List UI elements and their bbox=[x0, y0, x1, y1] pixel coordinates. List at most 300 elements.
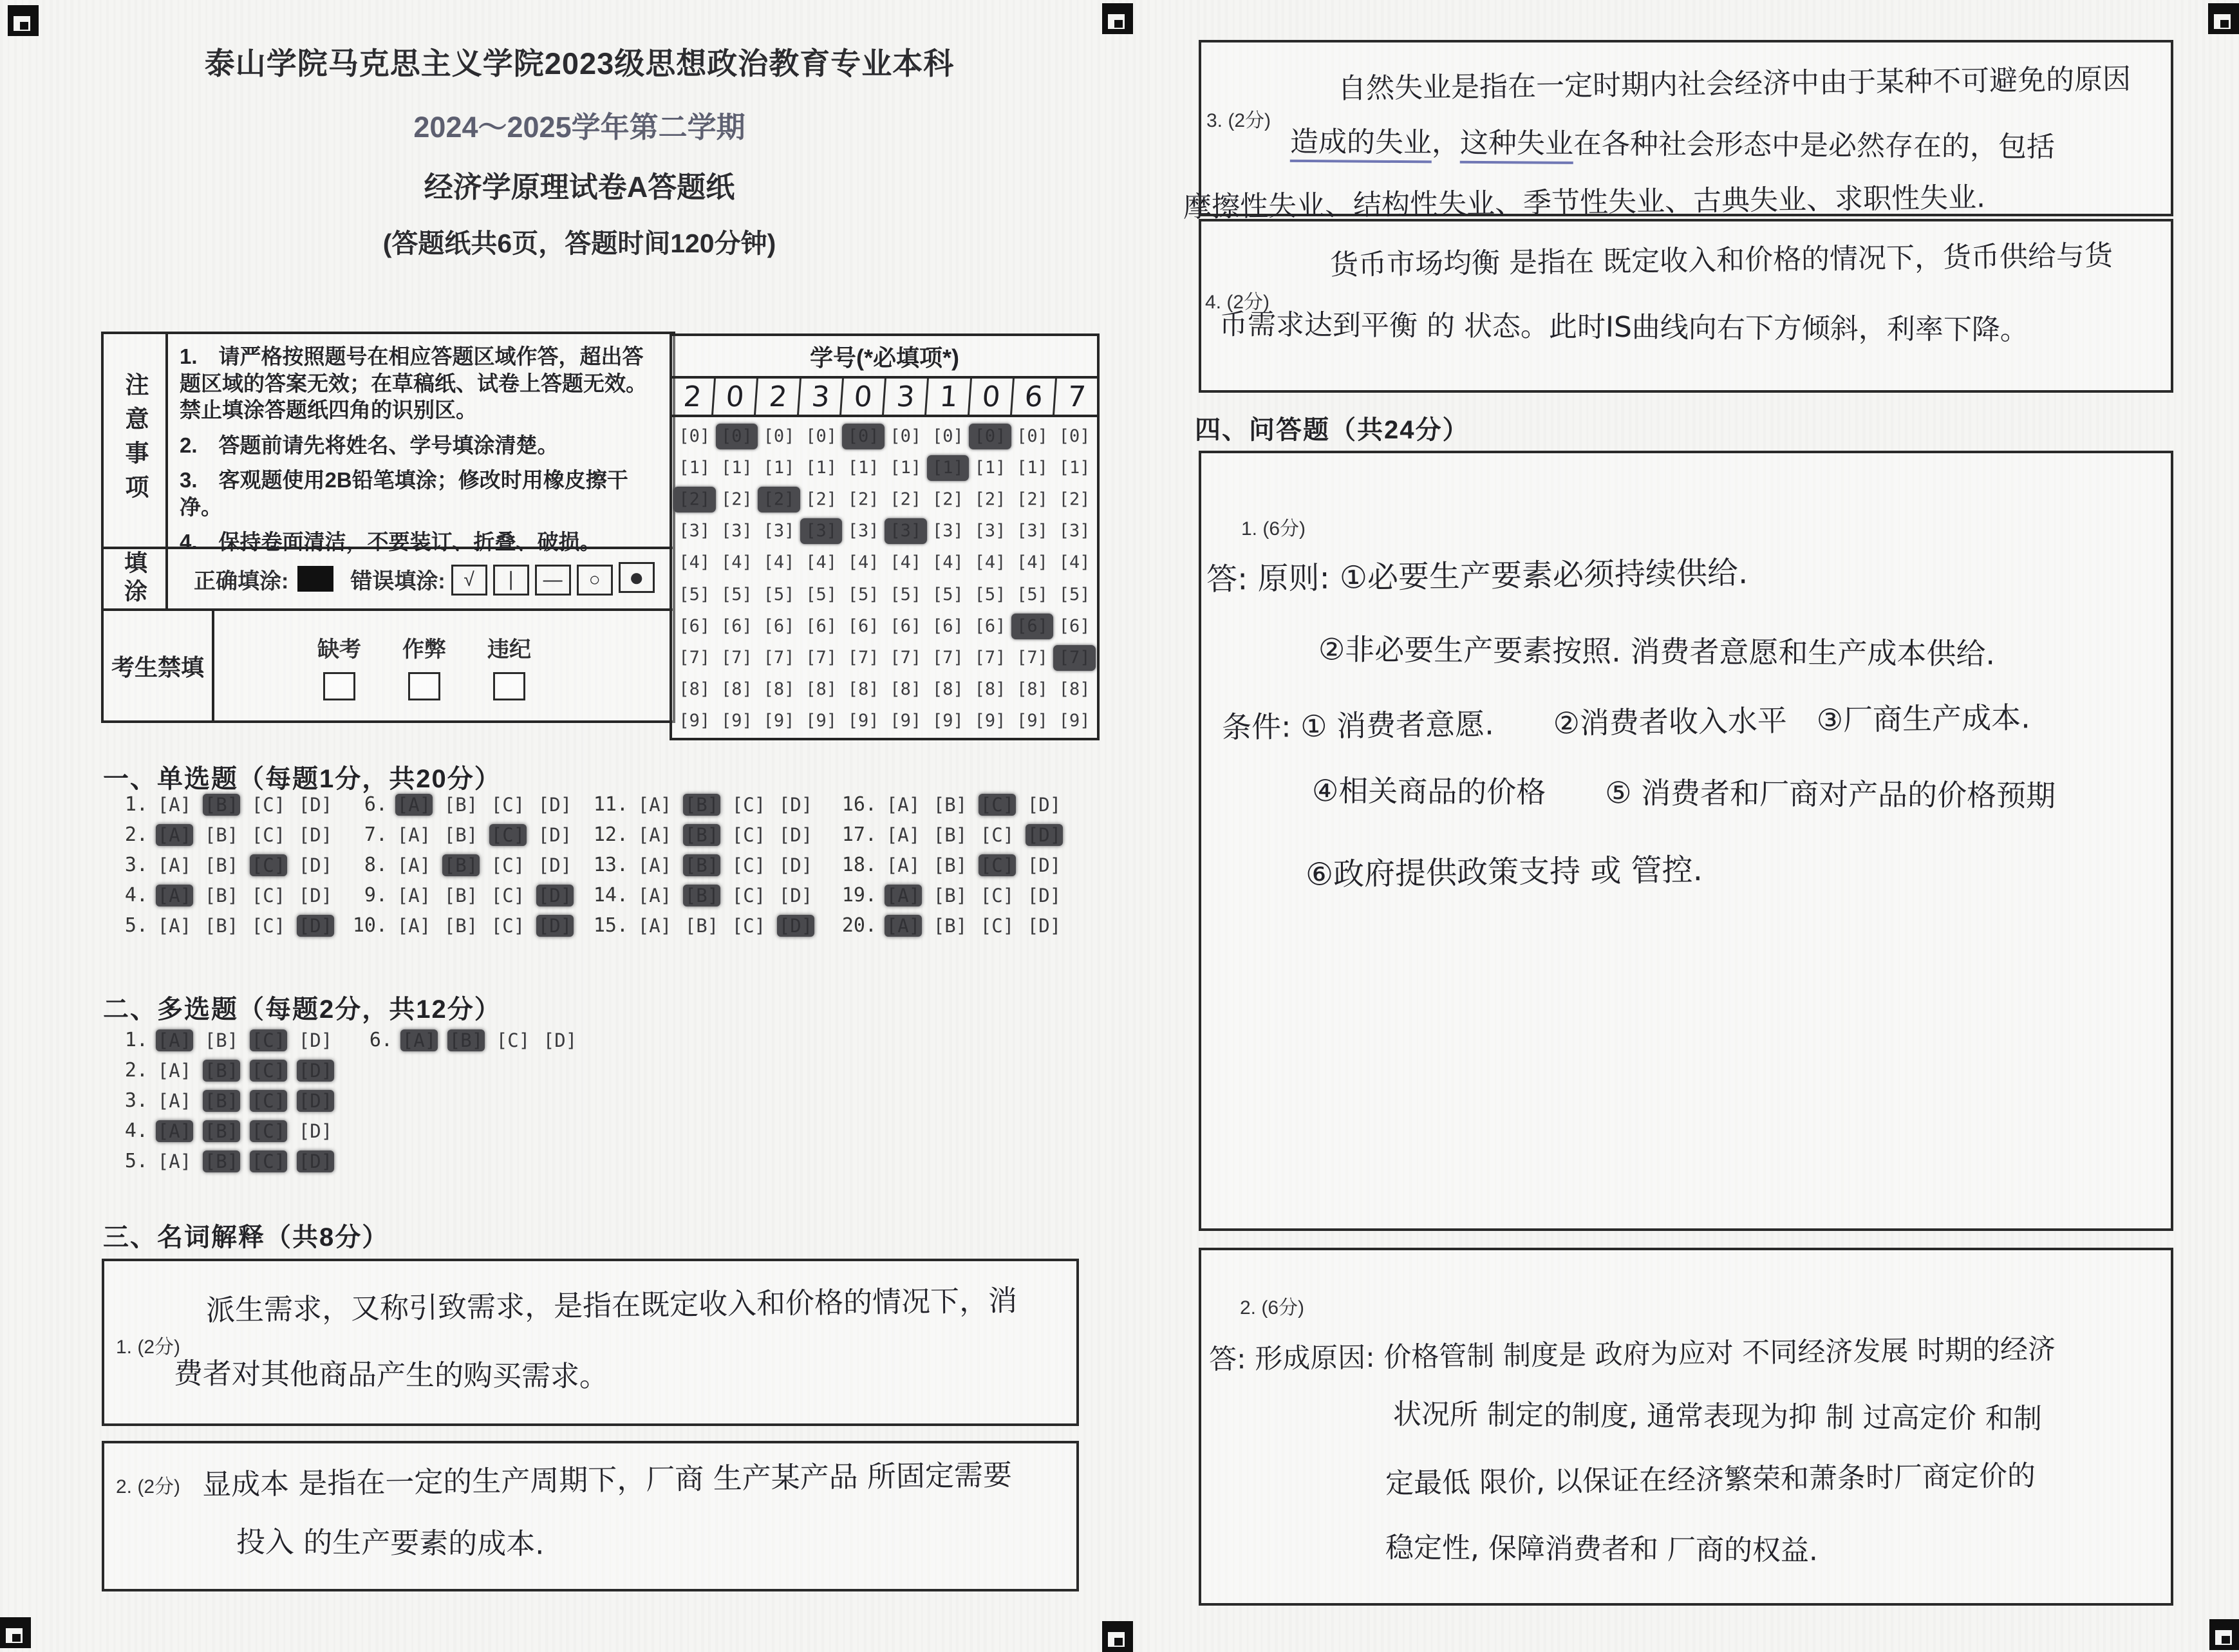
id-bubble-0: [0] bbox=[763, 426, 795, 446]
answer-bubble-q17-C: [C] bbox=[980, 823, 1015, 846]
handwritten-answer-line: 币需求达到平衡 的 状态。此时IS曲线向右下方倾斜，利率下降。 bbox=[1219, 308, 2029, 347]
id-bubble-9: [9] bbox=[763, 710, 795, 731]
question-number: 14. bbox=[593, 884, 628, 906]
answer-bubble-q6-C: [C] bbox=[496, 1029, 530, 1051]
answer-bubble-q4-C: [C] bbox=[250, 1120, 287, 1142]
handwritten-answer-line: 答: 形成原因: 价格管制 制度是 政府为应对 不同经济发展 时期的经济 bbox=[1208, 1333, 2056, 1376]
answer-bubble-q1-C: [C] bbox=[250, 1029, 287, 1051]
student-id-digit: 0 bbox=[841, 379, 886, 415]
answer-bubble-q8-C: [C] bbox=[491, 854, 525, 876]
answer-bubble-q4-A: [A] bbox=[156, 1120, 193, 1142]
student-id-digit-row bbox=[672, 379, 1097, 417]
choice-column bbox=[108, 789, 344, 941]
id-bubble-8: [8] bbox=[805, 679, 837, 699]
id-bubble-0: [0] bbox=[716, 424, 758, 449]
registration-marker-bottom-left bbox=[0, 1617, 31, 1648]
id-bubble-1: [1] bbox=[890, 458, 922, 478]
answer-bubble-q6-B: [B] bbox=[444, 793, 478, 816]
id-bubble-1: [1] bbox=[847, 458, 879, 478]
answer-bubble-q5-A: [A] bbox=[157, 1150, 192, 1172]
answer-bubble-q16-C: [C] bbox=[979, 794, 1016, 816]
id-bubble-8: [8] bbox=[932, 679, 964, 699]
student-id-box bbox=[670, 333, 1100, 740]
forbid-item bbox=[487, 632, 531, 700]
id-bubble-6: [6] bbox=[805, 615, 837, 636]
single-choice-grid bbox=[108, 789, 1087, 944]
wrong-fill-sample-glyph: — bbox=[543, 569, 563, 590]
id-bubble-9: [9] bbox=[890, 710, 922, 731]
id-bubble-6: [6] bbox=[721, 615, 753, 636]
id-bubble-5: [5] bbox=[721, 584, 753, 605]
question-number: 1. bbox=[124, 793, 148, 816]
fill-sample-bar bbox=[168, 549, 673, 608]
answer-bubble-q14-C: [C] bbox=[731, 884, 766, 906]
answer-bubble-q15-C: [C] bbox=[731, 914, 766, 937]
definition-q1-label: 1. (2分) bbox=[116, 1337, 181, 1358]
id-bubble-2: [2] bbox=[1016, 489, 1048, 510]
forbid-checkbox bbox=[408, 672, 440, 700]
id-bubble-3: [3] bbox=[679, 521, 711, 541]
choice-question-row bbox=[108, 850, 344, 880]
answer-bubble-q6-D: [D] bbox=[538, 793, 572, 816]
answer-bubble-q14-B: [B] bbox=[683, 885, 720, 906]
id-bubble-2: [2] bbox=[1058, 489, 1091, 510]
question-number: 16. bbox=[841, 793, 877, 816]
registration-marker-bottom-right bbox=[2209, 1619, 2239, 1650]
id-bubble-5: [5] bbox=[763, 584, 795, 605]
handwritten-answer-line: ⑥政府提供政策支持 或 管控. bbox=[1305, 852, 1703, 893]
answer-bubble-q4-B: [B] bbox=[203, 1120, 240, 1142]
id-bubble-6: [6] bbox=[763, 615, 795, 636]
id-bubble-2: [2] bbox=[673, 487, 716, 512]
answer-bubble-q12-D: [D] bbox=[778, 823, 813, 846]
section-heading-single-choice: 一、单选题（每题1分，共20分） bbox=[103, 765, 501, 793]
answer-bubble-q20-D: [D] bbox=[1027, 914, 1062, 937]
answer-bubble-q18-B: [B] bbox=[933, 854, 968, 876]
exam-title: 泰山学院马克思主义学院2023级思想政治教育专业本科 bbox=[204, 46, 955, 80]
id-bubble-5: [5] bbox=[974, 584, 1006, 605]
student-id-digit: 0 bbox=[713, 379, 758, 415]
question-number: 6. bbox=[369, 1029, 393, 1051]
id-bubble-6: [6] bbox=[1011, 614, 1054, 639]
wrong-fill-samples bbox=[445, 562, 655, 596]
student-id-bubble-row bbox=[673, 487, 1096, 512]
id-bubble-6: [6] bbox=[974, 615, 1006, 636]
id-bubble-8: [8] bbox=[763, 679, 795, 699]
answer-bubble-q2-B: [B] bbox=[203, 1060, 240, 1082]
id-bubble-8: [8] bbox=[847, 679, 879, 699]
id-bubble-7: [7] bbox=[1053, 645, 1096, 671]
registration-marker-top-left bbox=[8, 5, 39, 36]
student-id-digit: 7 bbox=[1066, 380, 1087, 413]
student-id-bubble-row bbox=[673, 455, 1096, 481]
id-bubble-2: [2] bbox=[974, 489, 1006, 510]
id-bubble-4: [4] bbox=[847, 552, 879, 573]
id-bubble-4: [4] bbox=[805, 552, 837, 573]
answer-bubble-q6-D: [D] bbox=[543, 1029, 577, 1051]
forbid-item-label: 违纪 bbox=[487, 637, 531, 662]
answer-bubble-q17-D: [D] bbox=[1026, 824, 1063, 846]
wrong-fill-sample-glyph: √ bbox=[464, 569, 474, 590]
forbid-item bbox=[317, 632, 361, 700]
student-id-bubble-row bbox=[673, 645, 1096, 671]
answer-bubble-q14-A: [A] bbox=[637, 884, 672, 906]
choice-question-row bbox=[348, 910, 583, 941]
id-bubble-5: [5] bbox=[805, 584, 837, 605]
id-bubble-9: [9] bbox=[974, 710, 1006, 731]
handwritten-answer-line bbox=[1290, 118, 2055, 165]
choice-question-row bbox=[348, 880, 583, 910]
underlined-phrase: 这种失业 bbox=[1460, 127, 1573, 164]
id-bubble-1: [1] bbox=[1016, 458, 1048, 478]
question-number: 13. bbox=[593, 854, 628, 876]
choice-question-row bbox=[108, 1055, 344, 1085]
wrong-fill-sample-box bbox=[451, 565, 487, 596]
id-bubble-1: [1] bbox=[679, 458, 711, 478]
answer-bubble-q13-C: [C] bbox=[731, 854, 766, 876]
notice-item-1: 1. 请严格按照题号在相应答题区域作答，超出答题区域的答案无效；在草稿纸、试卷上答题无效。禁止填涂答题纸四角的识别区。 bbox=[180, 344, 647, 422]
answer-bubble-q1-D: [D] bbox=[298, 1029, 333, 1051]
examinee-forbidden-area bbox=[214, 611, 673, 720]
student-id-digit: 3 bbox=[799, 379, 844, 415]
handwritten-answer-line: 显成本 是指在一定的生产周期下，厂商 生产某产品 所固定需要 bbox=[201, 1458, 1013, 1502]
handwritten-answer-line: 答: 原则: ①必要生产要素必须持续供给. bbox=[1206, 554, 1748, 598]
answer-bubble-q13-A: [A] bbox=[637, 854, 672, 876]
answer-bubble-q4-D: [D] bbox=[298, 884, 333, 906]
question-number: 18. bbox=[841, 854, 877, 876]
id-bubble-4: [4] bbox=[1058, 552, 1091, 573]
answer-bubble-q3-B: [B] bbox=[204, 854, 239, 876]
answer-bubble-q5-C: [C] bbox=[251, 914, 286, 937]
answer-bubble-q5-B: [B] bbox=[203, 1150, 240, 1172]
id-bubble-1: [1] bbox=[763, 458, 795, 478]
choice-question-row bbox=[108, 1085, 344, 1116]
choice-question-row bbox=[108, 1116, 344, 1146]
question-number: 12. bbox=[593, 823, 628, 846]
choice-question-row bbox=[108, 820, 344, 850]
choice-column bbox=[837, 789, 1073, 941]
answer-bubble-q5-C: [C] bbox=[250, 1150, 287, 1172]
id-bubble-7: [7] bbox=[679, 647, 711, 668]
question-number: 19. bbox=[841, 884, 877, 906]
id-bubble-1: [1] bbox=[721, 458, 753, 478]
definition-q2-label: 2. (2分) bbox=[116, 1476, 181, 1497]
paper-title: 经济学原理试卷A答题纸 bbox=[424, 171, 735, 203]
answer-bubble-q6-C: [C] bbox=[491, 793, 525, 816]
student-id-bubble-row bbox=[673, 424, 1096, 449]
choice-question-row bbox=[837, 910, 1073, 941]
id-bubble-3: [3] bbox=[1058, 521, 1091, 541]
answer-bubble-q3-A: [A] bbox=[157, 854, 192, 876]
answer-bubble-q18-D: [D] bbox=[1027, 854, 1062, 876]
notice-item-3: 3. 客观题使用2B铅笔填涂；修改时用橡皮擦干净。 bbox=[180, 468, 628, 519]
id-bubble-9: [9] bbox=[805, 710, 837, 731]
answer-bubble-q19-C: [C] bbox=[980, 884, 1015, 906]
wrong-fill-sample-glyph: ○ bbox=[588, 569, 601, 590]
answer-bubble-q11-D: [D] bbox=[778, 793, 813, 816]
id-bubble-3: [3] bbox=[763, 521, 795, 541]
choice-question-row bbox=[348, 789, 583, 820]
page-header bbox=[45, 40, 1114, 260]
id-bubble-9: [9] bbox=[1058, 710, 1091, 731]
id-bubble-1: [1] bbox=[1058, 458, 1091, 478]
choice-question-row bbox=[588, 850, 824, 880]
id-bubble-2: [2] bbox=[890, 489, 922, 510]
forbid-item-label: 作弊 bbox=[402, 637, 446, 662]
answer-bubble-q10-C: [C] bbox=[491, 914, 525, 937]
answer-bubble-q19-D: [D] bbox=[1027, 884, 1062, 906]
forbid-item bbox=[402, 632, 446, 700]
answer-bubble-q11-C: [C] bbox=[731, 793, 766, 816]
wrong-fill-sample-box: ● bbox=[619, 562, 655, 593]
student-id-digit: 3 bbox=[885, 379, 930, 415]
answer-bubble-q7-A: [A] bbox=[397, 823, 431, 846]
section-heading-essay: 四、问答题（共24分） bbox=[1195, 416, 1470, 444]
choice-question-row bbox=[837, 880, 1073, 910]
student-id-bubble-row bbox=[673, 614, 1096, 639]
id-bubble-6: [6] bbox=[679, 615, 711, 636]
answer-bubble-q3-C: [C] bbox=[250, 854, 287, 876]
student-id-bubble-row bbox=[673, 677, 1096, 702]
id-bubble-4: [4] bbox=[721, 552, 753, 573]
answer-bubble-q4-B: [B] bbox=[204, 884, 239, 906]
id-bubble-3: [3] bbox=[800, 518, 843, 544]
question-number: 20. bbox=[841, 914, 877, 937]
answer-bubble-q3-A: [A] bbox=[157, 1089, 192, 1112]
correct-fill-label: 正确填涂: bbox=[194, 568, 289, 594]
id-bubble-4: [4] bbox=[1016, 552, 1048, 573]
id-bubble-5: [5] bbox=[1016, 584, 1048, 605]
answer-bubble-q16-B: [B] bbox=[933, 793, 968, 816]
forbid-item-label: 缺考 bbox=[317, 637, 361, 662]
definition-q3-label: 3. (2分) bbox=[1206, 110, 1271, 131]
id-bubble-0: [0] bbox=[969, 424, 1011, 449]
student-id-bubble-row bbox=[673, 708, 1096, 734]
choice-question-row bbox=[837, 820, 1073, 850]
id-bubble-9: [9] bbox=[679, 710, 711, 731]
id-bubble-4: [4] bbox=[890, 552, 922, 573]
question-number: 7. bbox=[364, 823, 388, 846]
id-bubble-2: [2] bbox=[805, 489, 837, 510]
choice-column bbox=[348, 789, 583, 941]
wrong-fill-sample-box bbox=[577, 565, 613, 596]
essay-q1-label: 1. (6分) bbox=[1241, 518, 1306, 540]
paper-meta: (答题纸共6页，答题时间120分钟) bbox=[382, 229, 776, 258]
answer-bubble-q1-C: [C] bbox=[251, 793, 286, 816]
choice-question-row bbox=[353, 1025, 588, 1055]
answer-bubble-q3-C: [C] bbox=[250, 1090, 287, 1112]
answer-bubble-q18-C: [C] bbox=[979, 854, 1016, 876]
choice-column bbox=[588, 789, 824, 941]
id-bubble-7: [7] bbox=[932, 647, 964, 668]
student-id-digit: 2 bbox=[756, 379, 801, 415]
answer-bubble-q9-B: [B] bbox=[444, 884, 478, 906]
answer-bubble-q9-D: [D] bbox=[536, 885, 574, 906]
answer-bubble-q12-C: [C] bbox=[731, 823, 766, 846]
choice-question-row bbox=[588, 880, 824, 910]
answer-bubble-q8-A: [A] bbox=[397, 854, 431, 876]
answer-bubble-q11-B: [B] bbox=[683, 794, 720, 816]
answer-bubble-q16-A: [A] bbox=[886, 793, 921, 816]
choice-question-row bbox=[837, 850, 1073, 880]
handwritten-answer-line: 定最低 限价, 以保证在经济繁荣和萧条时厂商定价的 bbox=[1385, 1459, 2036, 1501]
id-bubble-0: [0] bbox=[932, 426, 964, 446]
id-bubble-4: [4] bbox=[679, 552, 711, 573]
forbid-checkbox bbox=[493, 672, 525, 700]
id-bubble-4: [4] bbox=[932, 552, 964, 573]
id-bubble-8: [8] bbox=[1058, 679, 1091, 699]
answer-bubble-q1-B: [B] bbox=[204, 1029, 239, 1051]
id-bubble-2: [2] bbox=[758, 487, 800, 512]
answer-bubble-q15-B: [B] bbox=[684, 914, 719, 937]
answer-bubble-q6-A: [A] bbox=[400, 1029, 438, 1051]
choice-question-row bbox=[348, 820, 583, 850]
answer-bubble-q1-A: [A] bbox=[157, 793, 192, 816]
id-bubble-2: [2] bbox=[932, 489, 964, 510]
notice-item-4: 4. 保持卷面清洁，不要装订、折叠、破损。 bbox=[180, 530, 601, 554]
choice-question-row bbox=[108, 880, 344, 910]
id-bubble-8: [8] bbox=[679, 679, 711, 699]
definition-answer-box-4 bbox=[1199, 219, 2173, 393]
id-bubble-5: [5] bbox=[932, 584, 964, 605]
answer-bubble-q2-D: [D] bbox=[298, 823, 333, 846]
choice-question-row bbox=[588, 910, 824, 941]
handwritten-answer-line: 摩擦性失业、结构性失业、季节性失业、古典失业、求职性失业. bbox=[1183, 181, 1986, 224]
definition-answer-box-3 bbox=[1183, 40, 2173, 224]
id-bubble-7: [7] bbox=[805, 647, 837, 668]
definition-q4-label: 4. (2分) bbox=[1205, 292, 1270, 313]
handwritten-answer-line: 自然失业是指在一定时期内社会经济中由于某种不可避免的原因 bbox=[1337, 62, 2131, 106]
answer-bubble-q8-D: [D] bbox=[538, 854, 572, 876]
answer-bubble-q3-D: [D] bbox=[298, 854, 333, 876]
question-number: 15. bbox=[593, 914, 628, 937]
id-bubble-7: [7] bbox=[1016, 647, 1048, 668]
choice-question-row bbox=[588, 820, 824, 850]
id-bubble-7: [7] bbox=[974, 647, 1006, 668]
id-bubble-0: [0] bbox=[679, 426, 711, 446]
answer-bubble-q5-B: [B] bbox=[204, 914, 239, 937]
answer-bubble-q18-A: [A] bbox=[886, 854, 921, 876]
id-bubble-7: [7] bbox=[763, 647, 795, 668]
question-number: 10. bbox=[352, 914, 388, 937]
id-bubble-4: [4] bbox=[974, 552, 1006, 573]
question-number: 5. bbox=[124, 914, 148, 937]
registration-marker-top-right bbox=[2208, 3, 2239, 34]
choice-question-row bbox=[588, 789, 824, 820]
answer-bubble-q1-B: [B] bbox=[203, 794, 240, 816]
student-id-digit: 1 bbox=[927, 379, 972, 415]
id-bubble-5: [5] bbox=[679, 584, 711, 605]
id-bubble-1: [1] bbox=[974, 458, 1006, 478]
notice-box bbox=[101, 332, 675, 723]
id-bubble-8: [8] bbox=[974, 679, 1006, 699]
id-bubble-7: [7] bbox=[721, 647, 753, 668]
id-bubble-9: [9] bbox=[932, 710, 964, 731]
underlined-phrase: 造成的失业 bbox=[1290, 126, 1432, 164]
answer-bubble-q3-D: [D] bbox=[297, 1090, 334, 1112]
id-bubble-3: [3] bbox=[885, 518, 927, 544]
wrong-fill-sample-glyph: ∣ bbox=[506, 569, 516, 590]
answer-bubble-q12-A: [A] bbox=[637, 823, 672, 846]
answer-bubble-q6-A: [A] bbox=[395, 794, 433, 816]
answer-bubble-q5-D: [D] bbox=[297, 1150, 334, 1172]
question-number: 3. bbox=[124, 1089, 148, 1112]
choice-question-row bbox=[108, 1025, 344, 1055]
answer-bubble-q1-A: [A] bbox=[156, 1029, 193, 1051]
forbid-checkbox bbox=[323, 672, 355, 700]
id-bubble-3: [3] bbox=[974, 521, 1006, 541]
id-bubble-0: [0] bbox=[805, 426, 837, 446]
id-bubble-9: [9] bbox=[721, 710, 753, 731]
answer-bubble-q7-D: [D] bbox=[538, 823, 572, 846]
id-bubble-0: [0] bbox=[842, 424, 885, 449]
id-bubble-9: [9] bbox=[847, 710, 879, 731]
wrong-fill-label: 错误填涂: bbox=[350, 568, 445, 594]
handwritten-answer-line: ②非必要生产要素按照. 消费者意愿和生产成本供给. bbox=[1318, 632, 1996, 671]
question-number: 4. bbox=[124, 884, 148, 906]
question-number: 5. bbox=[124, 1150, 148, 1172]
id-bubble-2: [2] bbox=[721, 489, 753, 510]
handwritten-answer-line: 投入 的生产要素的成本. bbox=[236, 1525, 545, 1561]
notice-side-label: 注意事项 bbox=[104, 334, 168, 547]
answer-bubble-q10-B: [B] bbox=[444, 914, 478, 937]
handwritten-answer-line: 货币市场均衡 是指在 既定收入和价格的情况下，货币供给与货 bbox=[1329, 239, 2113, 282]
multi-choice-grid bbox=[108, 1025, 752, 1186]
answer-bubble-q11-A: [A] bbox=[637, 793, 672, 816]
id-bubble-9: [9] bbox=[1016, 710, 1048, 731]
answer-bubble-q20-C: [C] bbox=[980, 914, 1015, 937]
answer-bubble-q10-A: [A] bbox=[397, 914, 431, 937]
answer-bubble-q2-C: [C] bbox=[251, 823, 286, 846]
answer-bubble-q19-A: [A] bbox=[885, 885, 922, 906]
answer-bubble-q4-D: [D] bbox=[298, 1120, 333, 1142]
answer-bubble-q6-B: [B] bbox=[447, 1029, 485, 1051]
answer-bubble-q13-B: [B] bbox=[683, 854, 720, 876]
question-number: 2. bbox=[124, 1059, 148, 1082]
id-bubble-1: [1] bbox=[927, 455, 970, 481]
essay-q2-label: 2. (6分) bbox=[1240, 1297, 1305, 1319]
id-bubble-5: [5] bbox=[890, 584, 922, 605]
id-bubble-8: [8] bbox=[890, 679, 922, 699]
answer-bubble-q1-D: [D] bbox=[298, 793, 333, 816]
handwritten-text: ， bbox=[1431, 126, 1461, 160]
id-bubble-7: [7] bbox=[847, 647, 879, 668]
id-bubble-4: [4] bbox=[763, 552, 795, 573]
question-number: 17. bbox=[841, 823, 877, 846]
student-id-digit: 6 bbox=[1012, 379, 1057, 415]
answer-bubble-q20-A: [A] bbox=[885, 915, 922, 937]
question-number: 9. bbox=[364, 884, 388, 906]
answer-bubble-q12-B: [B] bbox=[683, 824, 720, 846]
question-number: 8. bbox=[364, 854, 388, 876]
answer-bubble-q7-B: [B] bbox=[444, 823, 478, 846]
id-bubble-6: [6] bbox=[890, 615, 922, 636]
student-id-title: 学号(*必填项*) bbox=[672, 336, 1097, 379]
id-bubble-8: [8] bbox=[1016, 679, 1048, 699]
answer-bubble-q17-A: [A] bbox=[886, 823, 921, 846]
registration-marker-bottom-middle bbox=[1102, 1621, 1133, 1652]
student-id-digit: 0 bbox=[970, 379, 1015, 415]
question-number: 2. bbox=[124, 823, 148, 846]
student-id-bubble-row bbox=[673, 518, 1096, 544]
section-heading-definitions: 三、名词解释（共8分） bbox=[103, 1223, 389, 1252]
student-id-bubble-row bbox=[673, 550, 1096, 576]
answer-bubble-q20-B: [B] bbox=[933, 914, 968, 937]
answer-bubble-q10-D: [D] bbox=[536, 915, 574, 937]
handwritten-answer-line: 状况所 制定的制度, 通常表现为抑 制 过高定价 和制 bbox=[1392, 1398, 2043, 1436]
id-bubble-0: [0] bbox=[1016, 426, 1048, 446]
answer-bubble-q8-B: [B] bbox=[442, 854, 480, 876]
